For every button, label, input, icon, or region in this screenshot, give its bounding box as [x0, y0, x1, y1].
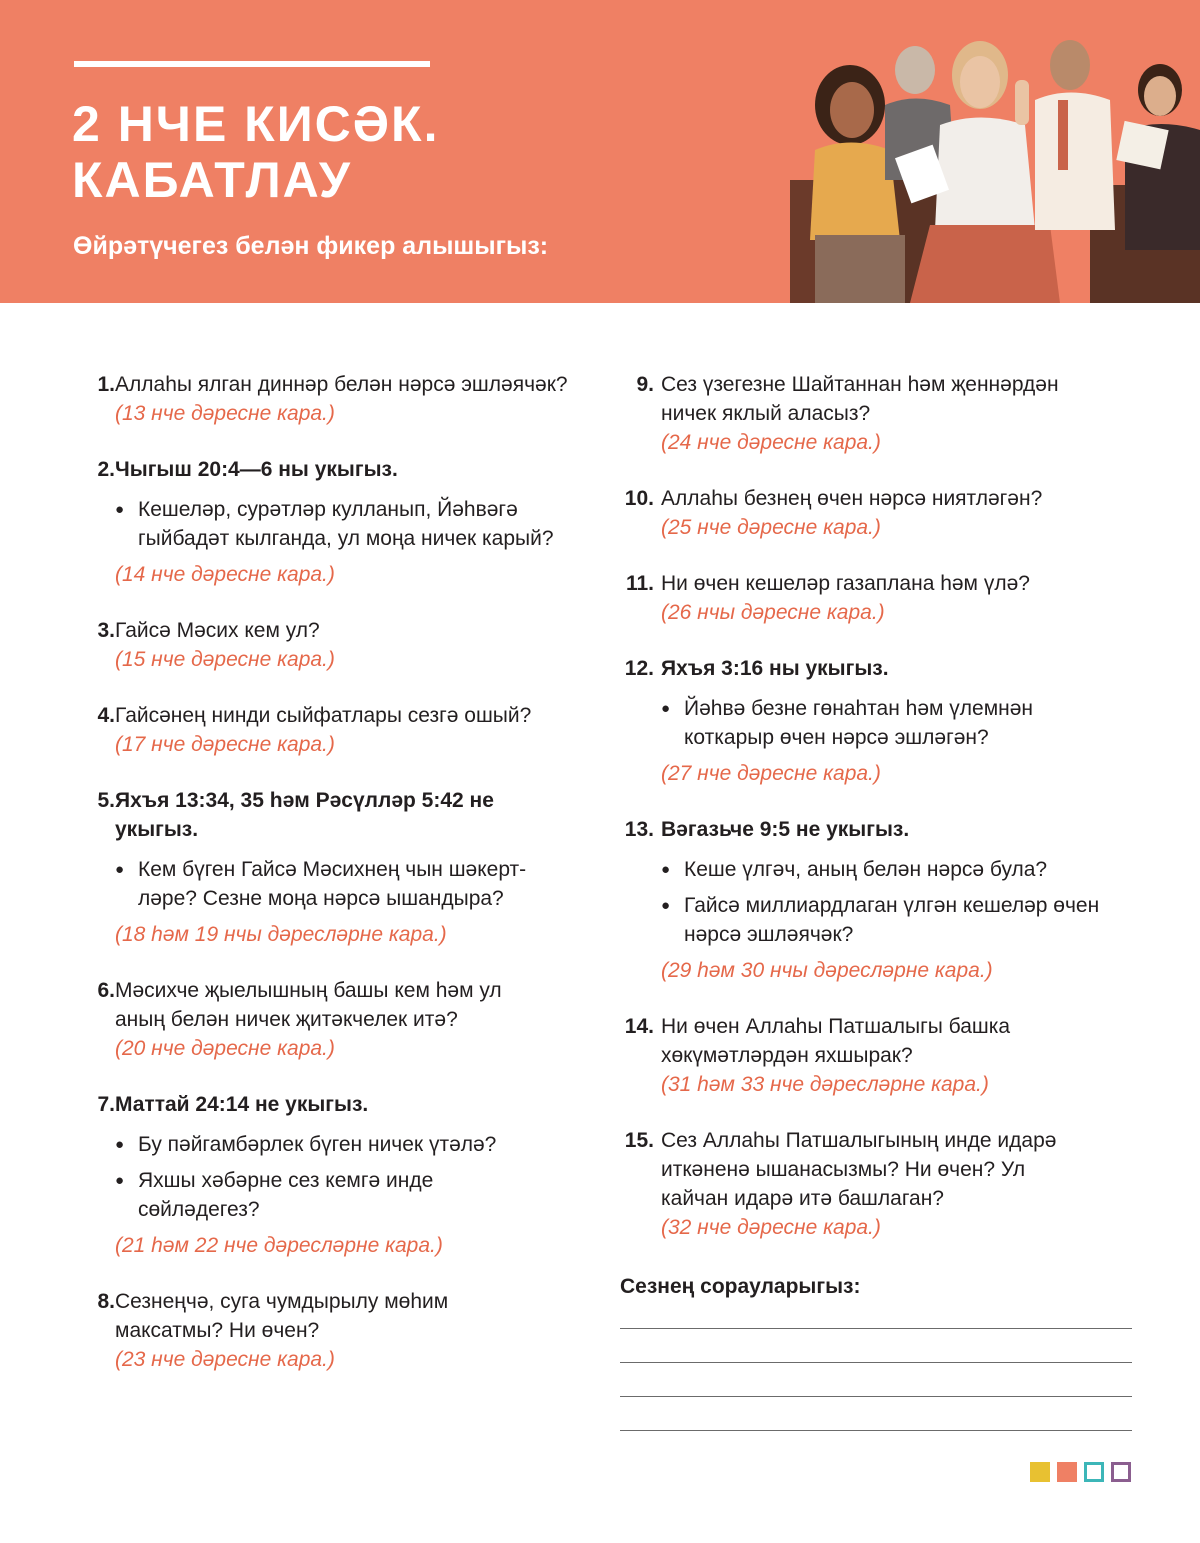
bullet-item: ● Яхшы хәбәрне сез кемгә инде сөйләдегез?: [115, 1166, 478, 1224]
person-1-legs: [815, 235, 905, 303]
yellow-square-icon: [1030, 1462, 1050, 1482]
question-7: [80, 1090, 580, 1260]
question-15: [618, 1126, 1158, 1242]
page-title: [72, 96, 712, 208]
question-text: Сезнеңчә, суга чумдырылу мөһим максатмы? Ни өчен?: [115, 1290, 449, 1342]
orange-square-icon: [1057, 1462, 1077, 1482]
question-text: Ни өчен кешеләр газаплана һәм үлә?: [661, 572, 1030, 595]
question-number: 10.: [624, 487, 654, 510]
question-1: [80, 370, 580, 428]
lesson-reference: (31 һәм 33 нче дәресләрне кара.): [661, 1073, 989, 1096]
question-text: Яхъя 13:34, 35 һәм Рәсүлләр 5:42 не укыгыз.: [115, 789, 494, 841]
question-number: 14.: [624, 1015, 654, 1038]
question-4: [80, 701, 580, 759]
question-text: Маттай 24:14 не укыгыз.: [115, 1093, 369, 1116]
question-number: 12.: [624, 657, 654, 680]
group-illustration: [790, 30, 1200, 303]
question-text: Гайсәнең нинди сыйфатлары сезгә ошый?: [115, 704, 532, 727]
header-rule: [74, 61, 430, 67]
question-text: Аллаһы безнең өчен нәрсә ниятләгән?: [661, 487, 1043, 510]
answer-line-3[interactable]: [620, 1396, 1132, 1397]
answer-line-1[interactable]: [620, 1328, 1132, 1329]
question-14: [618, 1012, 1158, 1099]
question-9: [618, 370, 1158, 457]
lesson-reference: (13 нче дәресне кара.): [115, 402, 335, 425]
bullet-item: ● Кеше үлгәч, аның белән нәрсә була?: [661, 855, 1158, 884]
left-column: [80, 370, 580, 1374]
bullet-item: ● Йәһвә безне гөнаһтан һәм үлемнән коткарыр өчен нәрсә эшләгән?: [661, 694, 1084, 752]
question-2: [80, 455, 580, 589]
question-number: 11.: [625, 572, 654, 595]
bullet-item: ● Кешеләр, сурәтләр кулланып, Йәһвәгә гыйбадәт кылганда, ул моңа ничек карый?: [115, 495, 558, 553]
question-number: 7.: [97, 1093, 115, 1116]
question-text: Чыгыш 20:4—6 ны укыгыз.: [115, 458, 398, 481]
question-text: Вәгазьче 9:5 не укыгыз.: [661, 818, 910, 841]
question-number: 1.: [97, 373, 115, 396]
question-number: 3.: [97, 619, 115, 642]
lesson-reference: (15 нче дәресне кара.): [115, 648, 335, 671]
question-number: 4.: [97, 704, 115, 727]
person-3-face: [960, 56, 1000, 108]
question-text: Аллаһы ялган диннәр белән нәрсә эшләячәк?: [115, 373, 568, 396]
question-8: [80, 1287, 580, 1374]
question-text: Сез үзегезне Шайтаннан һәм җеннәрдән ничек яклый аласыз?: [661, 373, 1059, 425]
your-questions-title: Сезнең сорауларыгыз:: [620, 1275, 861, 1298]
lesson-reference: (23 нче дәресне кара.): [115, 1348, 335, 1371]
person-4-jacket: [1035, 93, 1115, 231]
answer-line-2[interactable]: [620, 1362, 1132, 1363]
lesson-reference: (29 һәм 30 нчы дәресләрне кара.): [661, 959, 993, 982]
title-line-2: КАБАТЛАУ: [72, 152, 352, 208]
person-4-head: [1050, 40, 1090, 90]
question-number: 2.: [97, 458, 115, 481]
teal-square-outline-icon: [1084, 1462, 1104, 1482]
question-text: Гайсә Мәсих кем ул?: [115, 619, 320, 642]
question-number: 15.: [624, 1129, 654, 1152]
lesson-reference: (24 нче дәресне кара.): [661, 431, 881, 454]
question-text: Сез Аллаһы Патшалыгының инде идарә иткәненә ышанасызмы? Ни өчен? Ул кайчан идарә итә башлаган?: [661, 1129, 1057, 1210]
person-3-top: [935, 118, 1035, 231]
person-3-skirt: [910, 225, 1060, 303]
lesson-reference: (18 һәм 19 нчы дәресләрне кара.): [115, 923, 447, 946]
question-10: [618, 484, 1158, 542]
question-text: Ни өчен Аллаһы Патшалыгы башка хөкүмәтләрдән яхшырак?: [661, 1015, 1011, 1067]
person-3-raised-hand: [1015, 80, 1029, 125]
lesson-reference: (20 нче дәресне кара.): [115, 1037, 335, 1060]
question-text: Яхъя 3:16 ны укыгыз.: [661, 657, 889, 680]
question-number: 13.: [624, 818, 654, 841]
question-number: 9.: [636, 373, 654, 396]
bullet-item: ● Бу пәйгамбәрлек бүген ничек үтәлә?: [115, 1130, 580, 1159]
lesson-reference: (26 нчы дәресне кара.): [661, 601, 885, 624]
purple-square-outline-icon: [1111, 1462, 1131, 1482]
right-column: [618, 370, 1158, 1242]
bullet-item: ● Кем бүген Гайсә Мәсихнең чын шәкерт-ләре? Сезне моңа нәрсә ышандыра?: [115, 855, 558, 913]
question-12: [618, 654, 1158, 788]
header-banner: [0, 0, 1200, 303]
question-number: 5.: [97, 789, 115, 812]
person-1-face: [830, 82, 874, 138]
lesson-reference: (32 нче дәресне кара.): [661, 1216, 881, 1239]
lesson-reference: (27 нче дәресне кара.): [661, 762, 881, 785]
answer-line-4[interactable]: [620, 1430, 1132, 1431]
question-number: 8.: [97, 1290, 115, 1313]
question-3: [80, 616, 580, 674]
bullet-item: ● Гайсә миллиардлаган үлгән кешеләр өчен нәрсә эшләячәк?: [661, 891, 1154, 949]
question-number: 6.: [97, 979, 115, 1002]
lesson-reference: (14 нче дәресне кара.): [115, 563, 335, 586]
question-13: [618, 815, 1158, 985]
page-subtitle: Өйрәтүчегез белән фикер алышыгыз:: [73, 232, 549, 260]
question-11: [618, 569, 1158, 627]
question-text: Мәсихче җыелышның башы кем һәм ул аның белән ничек җитәкчелек итә?: [115, 979, 502, 1031]
person-4-tie: [1058, 100, 1068, 170]
lesson-reference: (21 һәм 22 нче дәресләрне кара.): [115, 1234, 443, 1257]
lesson-reference: (17 нче дәресне кара.): [115, 733, 335, 756]
person-2-head: [895, 46, 935, 94]
question-6: [80, 976, 580, 1063]
lesson-reference: (25 нче дәресне кара.): [661, 516, 881, 539]
title-line-1: 2 НЧЕ КИСӘК.: [72, 96, 440, 152]
person-5-face: [1144, 76, 1176, 116]
question-5: [80, 786, 580, 949]
